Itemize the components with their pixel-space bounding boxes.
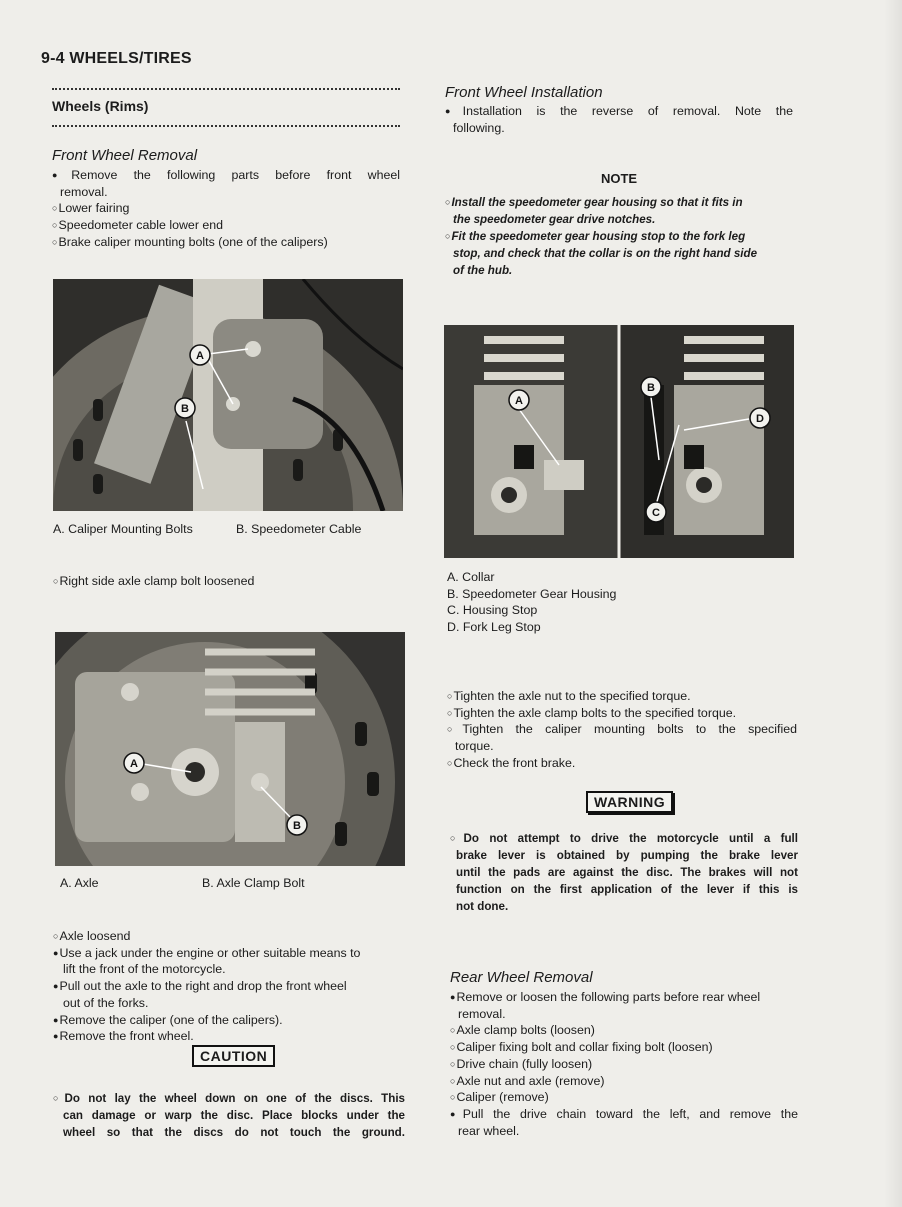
tighten-line: ○ Tighten the caliper mounting bolts to the specified <box>447 721 797 738</box>
warning-line: until the pads are against the disc. The brakes will not <box>456 866 798 879</box>
warning-text <box>450 830 798 915</box>
caution-badge: CAUTION <box>192 1045 275 1067</box>
page-edge-shadow <box>884 0 902 1207</box>
photo1-caption-b: B. Speedometer Cable <box>236 522 362 536</box>
caution-text <box>53 1090 405 1141</box>
install-intro <box>445 103 793 136</box>
photo-caliper-bolts <box>53 279 403 511</box>
removal-subitem: ○ Brake caliper mounting bolts (one of the calipers) <box>52 234 400 251</box>
rear-line: ● Remove or loosen the following parts before rear wheel <box>450 989 798 1006</box>
section-title: Wheels (Rims) <box>52 98 149 114</box>
rear-removal-heading: Rear Wheel Removal <box>450 969 593 986</box>
rear-subitem: ○ Caliper fixing bolt and collar fixing bolt (loosen) <box>450 1039 798 1056</box>
removal-steps <box>53 928 405 1045</box>
warning-line: not done. <box>456 900 509 913</box>
photo1-callout-b: B <box>181 403 189 415</box>
step-line: out of the forks. <box>63 995 149 1010</box>
caution-line: ○ Do not lay the wheel down on one of the discs. This <box>53 1090 405 1107</box>
rear-subitem: ○ Axle nut and axle (remove) <box>450 1073 798 1090</box>
note-line: stop, and check that the collar is on the right hand side <box>453 247 758 260</box>
step-line: ● Remove the front wheel. <box>53 1028 405 1045</box>
note-title: NOTE <box>600 171 638 186</box>
rear-line: rear wheel. <box>458 1123 520 1138</box>
tighten-list <box>447 688 797 772</box>
top-dotted-rule <box>52 88 400 90</box>
rear-line: ● Pull the drive chain toward the left, and remove the <box>450 1106 798 1123</box>
install-line: ● Installation is the reverse of removal. Note the <box>445 103 793 120</box>
photo1-callout-a: A <box>196 350 204 362</box>
note-line: ○ Fit the speedometer gear housing stop to the fork leg <box>445 228 795 245</box>
caution-line: wheel so that the discs do not touch the ground. <box>63 1126 405 1139</box>
tighten-line: torque. <box>455 739 494 754</box>
photo3-caption: C. Housing Stop <box>447 603 538 618</box>
photo2-callout-b: B <box>293 820 301 832</box>
rear-line: removal. <box>458 1006 506 1021</box>
step-line: lift the front of the motorcycle. <box>63 962 226 977</box>
warning-line: ○ Do not attempt to drive the motorcycle until a full <box>450 830 798 847</box>
photo2-callout-a: A <box>130 758 138 770</box>
tighten-line: ○ Check the front brake. <box>447 755 797 772</box>
note-line: of the hub. <box>453 264 513 277</box>
removal-line: ● Remove the following parts before front wheel <box>52 167 400 184</box>
photo2-caption-b: B. Axle Clamp Bolt <box>202 876 305 890</box>
removal-heading: Front Wheel Removal <box>52 147 198 164</box>
page-header: 9-4 WHEELS/TIRES <box>41 50 192 67</box>
note-body <box>445 194 795 279</box>
photo2-caption-a: A. Axle <box>60 876 99 890</box>
rear-subitem: ○ Axle clamp bolts (loosen) <box>450 1022 798 1039</box>
photo3-captions <box>447 569 616 636</box>
rear-subitem: ○ Drive chain (fully loosen) <box>450 1056 798 1073</box>
photo3-callout-a: A <box>515 395 523 407</box>
bottom-dotted-rule <box>52 125 400 127</box>
photo3-callout-c: C <box>652 507 660 519</box>
note-line: the speedometer gear drive notches. <box>453 213 656 226</box>
note-line: ○ Install the speedometer gear housing so that it fits in <box>445 194 795 211</box>
step-line: ● Remove the caliper (one of the calipers). <box>53 1012 405 1029</box>
photo-axle <box>55 632 405 866</box>
install-line: following. <box>453 120 505 135</box>
warning-line: function on the first application of the lever if this is <box>456 883 798 896</box>
removal-subitem: ○ Speedometer cable lower end <box>52 217 400 234</box>
rear-subitem: ○ Caliper (remove) <box>450 1089 798 1106</box>
install-heading: Front Wheel Installation <box>445 84 603 101</box>
photo3-caption: D. Fork Leg Stop <box>447 620 541 635</box>
step-line: ● Pull out the axle to the right and drop the front wheel <box>53 978 405 995</box>
photo-gear-housing <box>444 325 794 558</box>
photo3-caption: A. Collar <box>447 570 495 584</box>
photo3-callout-b: B <box>647 382 655 394</box>
photo3-caption: B. Speedometer Gear Housing <box>447 586 617 601</box>
warning-line: brake lever is obtained by pumping the brake lever <box>456 849 798 862</box>
caution-line: can damage or warp the disc. Place blocks under the <box>63 1109 405 1122</box>
removal-intro <box>52 167 400 251</box>
tighten-line: ○ Tighten the axle clamp bolts to the specified torque. <box>447 705 797 722</box>
step-line: ● Use a jack under the engine or other suitable means to <box>53 945 405 962</box>
tighten-line: ○ Tighten the axle nut to the specified torque. <box>447 688 797 705</box>
photo1-caption-a: A. Caliper Mounting Bolts <box>53 522 193 536</box>
step-line: ○ Axle loosend <box>53 928 405 945</box>
warning-badge: WARNING <box>586 791 673 813</box>
photo3-callout-d: D <box>756 413 764 425</box>
axle-clamp-line: ○ Right side axle clamp bolt loosened <box>53 573 254 590</box>
removal-line: removal. <box>60 184 108 199</box>
removal-subitem: ○ Lower fairing <box>52 200 400 217</box>
rear-removal-text <box>450 989 798 1139</box>
